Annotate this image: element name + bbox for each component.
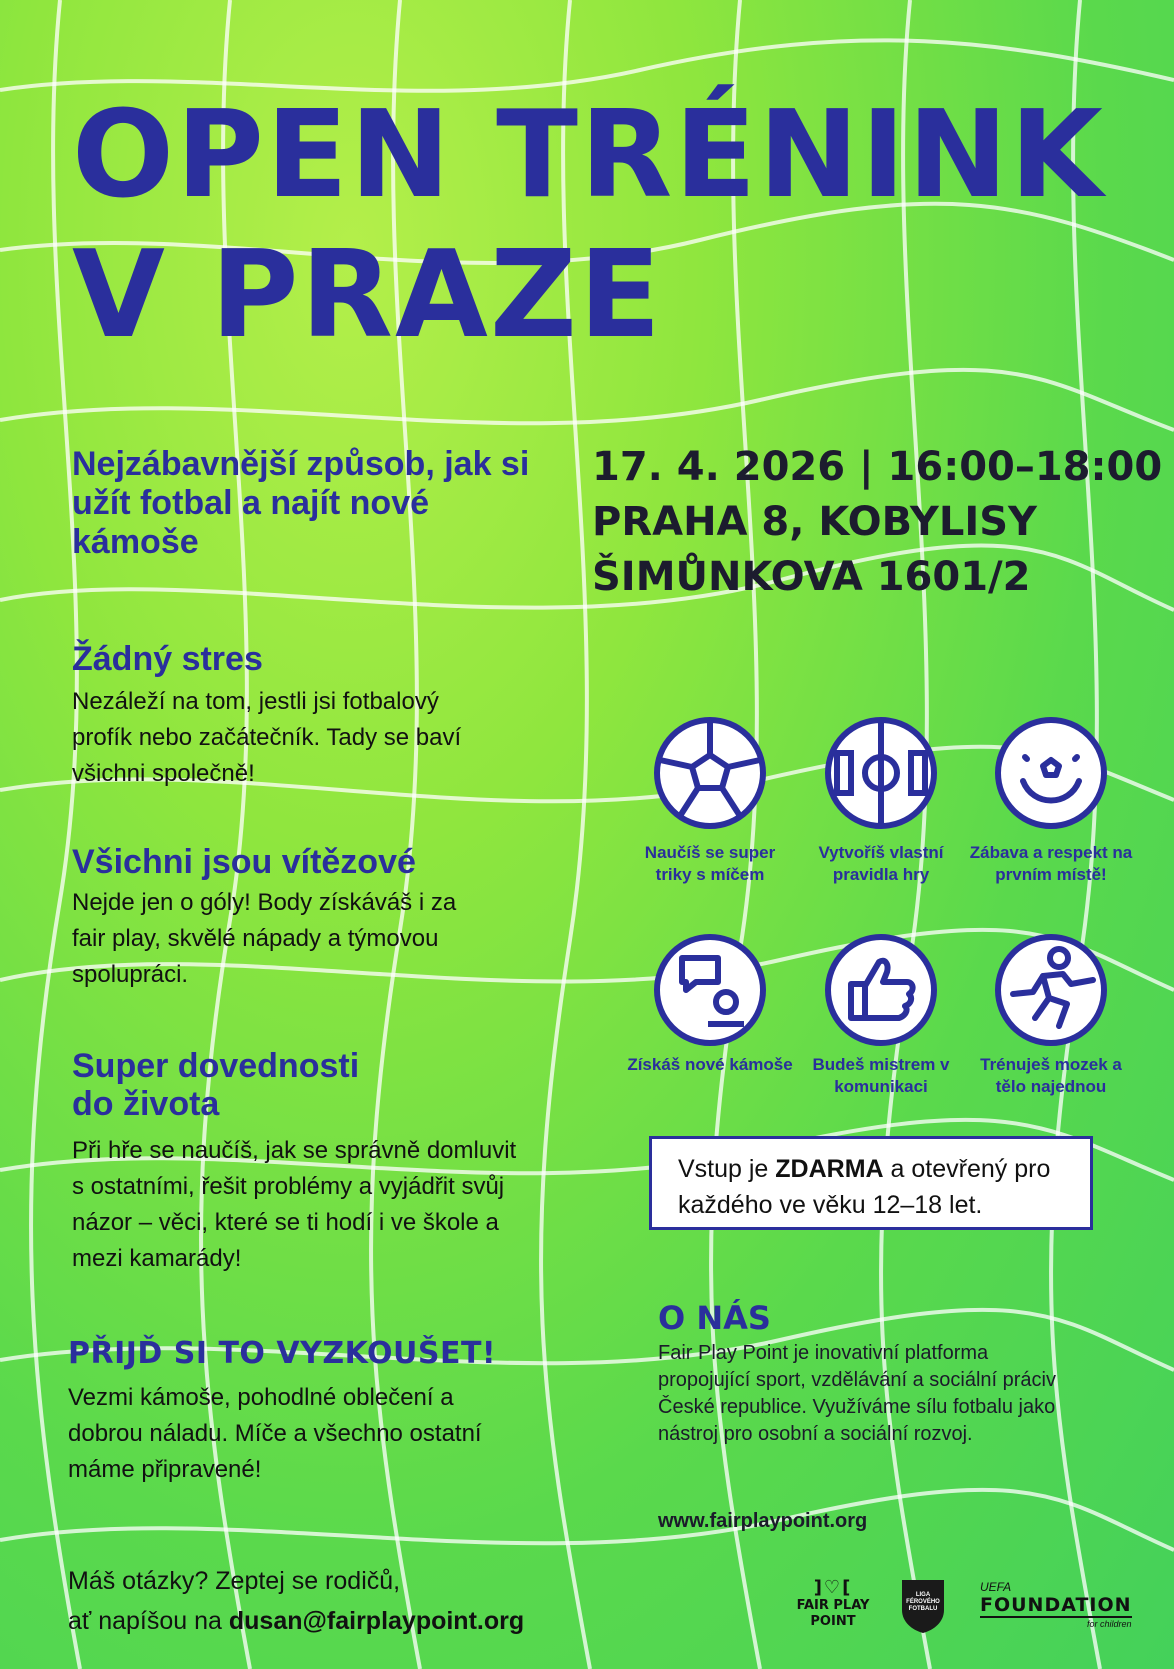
event-details <box>592 440 1162 605</box>
contact-email-link[interactable]: dusan@fairplaypoint.org <box>228 1607 525 1635</box>
for-children-label: for children <box>1087 1619 1132 1629</box>
about-text: Fair Play Point je inovativní platforma propojující sport, vzdělávání a sociální práciv České republice. Využíváme sílu fotbalu jako nástroj pro osobní a sociální rozvoj. <box>658 1342 1056 1445</box>
website-link[interactable]: www.fairplaypoint.org <box>658 1510 868 1532</box>
foundation-label: FOUNDATION <box>980 1594 1132 1616</box>
fpp-logo-text: FAIR PLAY POINT <box>796 1598 870 1629</box>
uefa-foundation-logo <box>980 1580 1132 1630</box>
feature-label-fun: Zábava a respekt na prvním místě! <box>969 843 1133 884</box>
running-player-icon <box>993 932 1109 1048</box>
uefa-label: UEFA <box>980 1580 1012 1594</box>
section-heading-winners: Všichni jsou vítězové <box>72 843 416 881</box>
entry-info-box <box>649 1136 1093 1230</box>
title-line-1: OPEN TRÉNINK <box>72 86 1105 225</box>
speech-bubble-person-icon <box>652 932 768 1048</box>
section-text-skills: Při hře se naučíš, jak se správně domluvit s ostatními, řešit problémy a vyjádřit svůj názor – věci, které se ti hodí i ve škole a mezi kamarády! <box>72 1137 517 1272</box>
title-line-2: V PRAZE <box>72 226 663 365</box>
feature-label-brain-body: Trénuješ mozek a tělo najednou <box>980 1055 1122 1096</box>
feature-label-friends: Získáš nové kámoše <box>627 1055 793 1074</box>
event-datetime: 17. 4. 2026 | 16:00–18:00 <box>592 444 1163 490</box>
feature-label-rules: Vytvoříš vlastní pravidla hry <box>818 843 944 884</box>
poster-title <box>72 86 1105 366</box>
fpp-heart-mark: ]♡[ <box>813 1577 853 1598</box>
section-heading-no-stress: Žádný stres <box>72 640 263 678</box>
feature-label-tricks: Naučíš se super triky s míčem <box>644 843 776 884</box>
section-text-no-stress: Nezáleží na tom, jestli jsi fotbalový profík nebo začátečník. Tady se baví všichni společně! <box>72 688 462 787</box>
cta-heading: PŘIJĎ SI TO VYZKOUŠET! <box>68 1336 497 1371</box>
section-text-winners: Nejde jen o góly! Body získáváš i za fair play, skvělé nápady a týmovou spolupráci. <box>72 889 457 988</box>
contact-line-2: ať napíšou na <box>68 1607 229 1635</box>
football-pitch-icon <box>823 715 939 831</box>
event-place: PRAHA 8, KOBYLISY <box>592 499 1037 545</box>
entry-free-label: ZDARMA <box>775 1155 884 1183</box>
cta-text: Vezmi kámoše, pohodlné oblečení a dobrou náladu. Míče a všechno ostatní máme připravené! <box>68 1384 482 1483</box>
section-heading-skills: Super dovednosti do života <box>72 1047 360 1123</box>
entry-text-before: Vstup je <box>678 1155 776 1183</box>
about-heading: O NÁS <box>658 1299 771 1337</box>
soccer-ball-icon <box>652 715 768 831</box>
liga-logo-text: LIGA FÉROVÉHO FOTBALU <box>906 1592 940 1612</box>
event-address: ŠIMŮNKOVA 1601/2 <box>592 554 1031 600</box>
feature-label-communication: Budeš mistrem v komunikaci <box>812 1055 950 1096</box>
contact-line-1: Máš otázky? Zeptej se rodičů, <box>68 1567 401 1595</box>
subtitle: Nejzábavnější způsob, jak si užít fotbal a najít nové kámoše <box>72 445 530 561</box>
thumbs-up-icon <box>823 932 939 1048</box>
fair-play-point-logo <box>790 1578 876 1630</box>
entry-text-after: a otevřený pro každého ve věku 12–18 let. <box>678 1155 1051 1219</box>
smiley-icon <box>993 715 1109 831</box>
contact-info <box>68 1561 524 1641</box>
